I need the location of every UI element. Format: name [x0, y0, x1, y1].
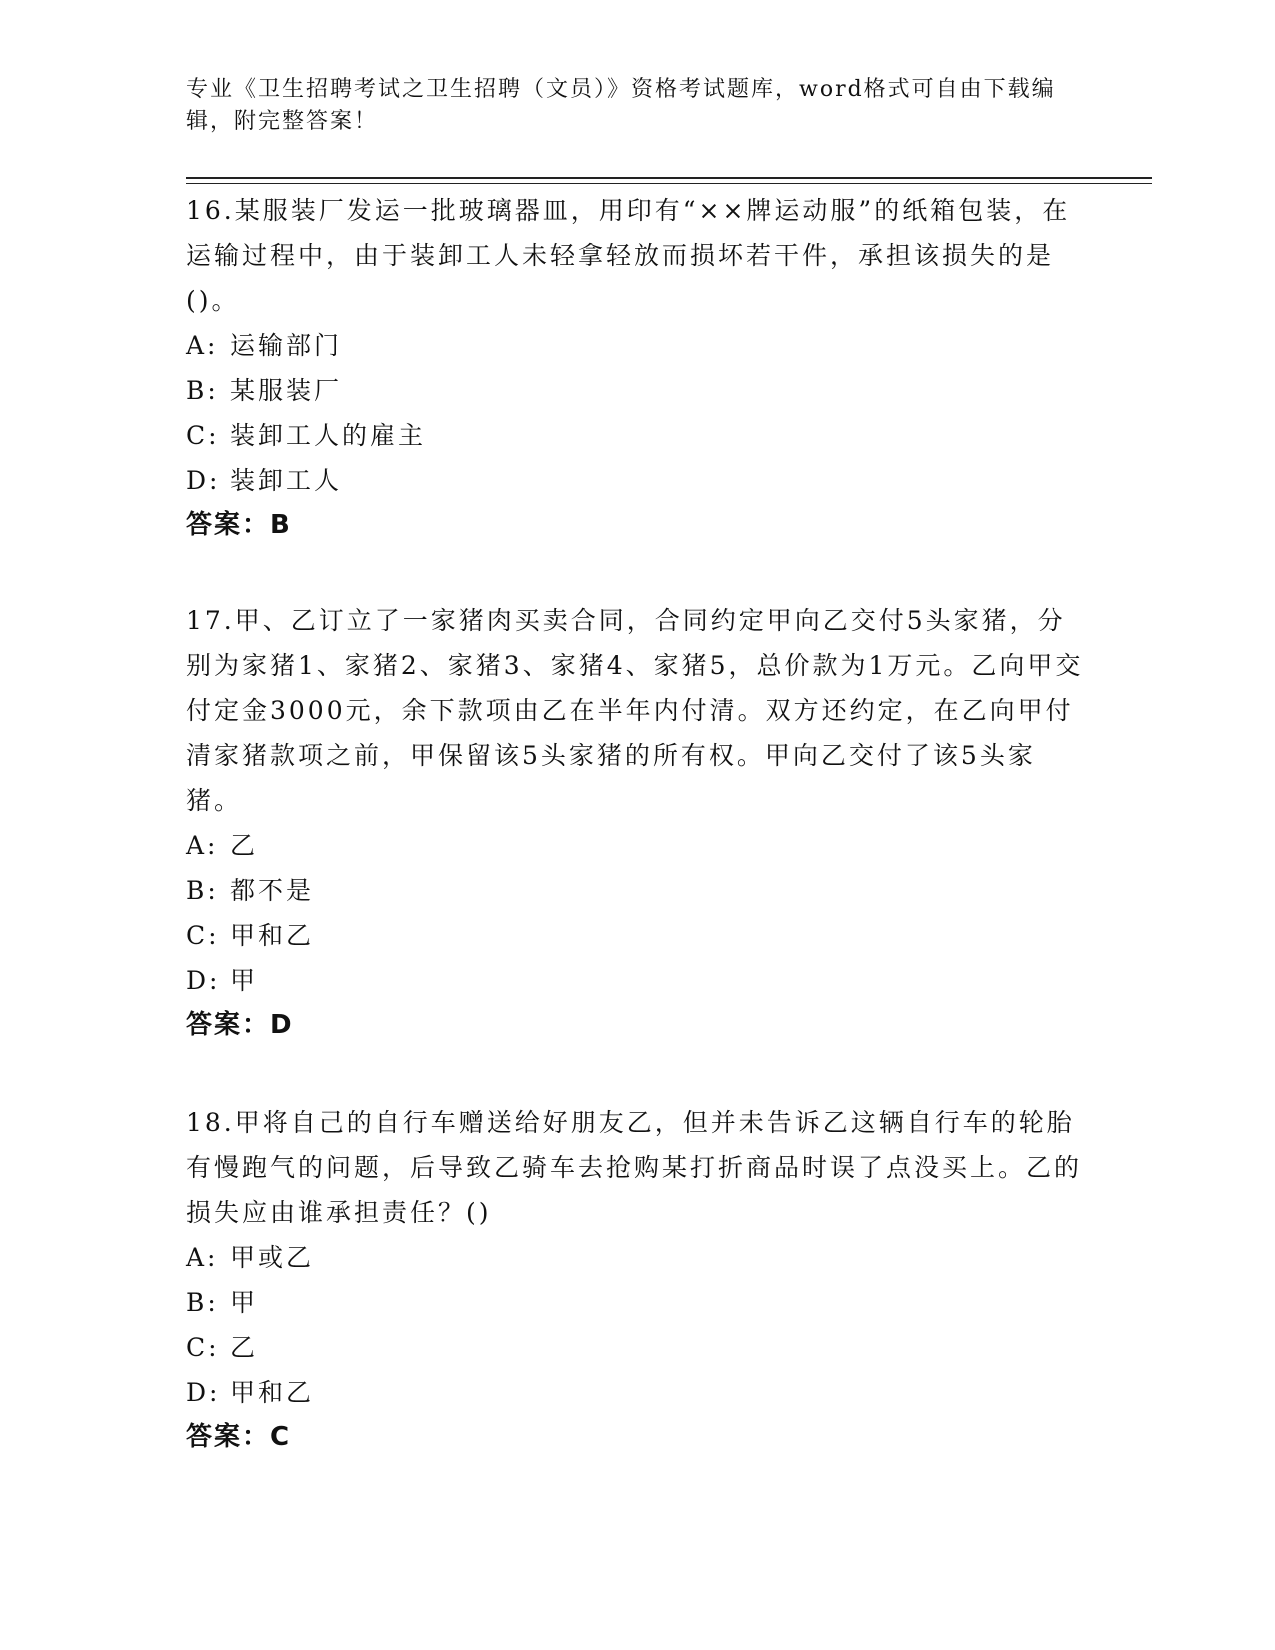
- option-b: [186, 368, 1086, 413]
- option-letter: B:: [186, 376, 219, 405]
- option-d: [186, 1370, 1086, 1415]
- option-c: [186, 413, 1086, 458]
- option-b: [186, 1280, 1086, 1325]
- option-d: [186, 958, 1086, 1003]
- option-text: 甲: [230, 1288, 259, 1317]
- document-header: [186, 74, 1066, 138]
- option-c: [186, 1325, 1086, 1370]
- option-b: [186, 868, 1086, 913]
- option-letter: B:: [186, 876, 219, 905]
- answer-line: 答案：C: [186, 1422, 292, 1452]
- option-d: [186, 458, 1086, 503]
- question-17: [186, 598, 1086, 1048]
- option-letter: A:: [186, 1243, 219, 1272]
- answer-line: 答案：B: [186, 510, 292, 540]
- header-text: 专业《卫生招聘考试之卫生招聘（文员）》资格考试题库，word格式可自由下载编辑，附完整答案！: [186, 77, 1056, 134]
- option-letter: D:: [186, 1378, 221, 1407]
- option-text: 装卸工人的雇主: [230, 421, 427, 450]
- question-16: [186, 188, 1086, 548]
- option-letter: D:: [186, 466, 221, 495]
- option-text: 甲和乙: [230, 1378, 315, 1407]
- option-letter: C:: [186, 1333, 220, 1362]
- header-divider-thin: [186, 183, 1152, 184]
- option-text: 装卸工人: [230, 466, 343, 495]
- option-letter: B:: [186, 1288, 219, 1317]
- option-letter: C:: [186, 421, 220, 450]
- option-text: 甲: [230, 966, 259, 995]
- option-text: 乙: [230, 831, 259, 860]
- option-text: 运输部门: [230, 331, 343, 360]
- question-stem: 18.甲将自己的自行车赠送给好朋友乙，但并未告诉乙这辆自行车的轮胎有慢跑气的问题，后导致乙骑车去抢购某打折商品时误了点没买上。乙的损失应由谁承担责任？(): [186, 1108, 1083, 1227]
- question-stem: 16.某服装厂发运一批玻璃器皿，用印有“××牌运动服”的纸箱包装，在运输过程中，由于装卸工人未轻拿轻放而损坏若干件，承担该损失的是()。: [186, 196, 1071, 315]
- option-text: 乙: [230, 1333, 259, 1362]
- option-letter: A:: [186, 831, 219, 860]
- header-divider-thick: [186, 177, 1152, 179]
- option-a: [186, 1235, 1086, 1280]
- answer-line: 答案：D: [186, 1010, 294, 1040]
- option-text: 某服装厂: [230, 376, 343, 405]
- question-18: [186, 1100, 1086, 1460]
- option-text: 都不是: [230, 876, 315, 905]
- option-c: [186, 913, 1086, 958]
- option-letter: A:: [186, 331, 219, 360]
- option-letter: D:: [186, 966, 221, 995]
- question-stem: 17.甲、乙订立了一家猪肉买卖合同，合同约定甲向乙交付5头家猪，分别为家猪1、家猪2、家猪3、家猪4、家猪5，总价款为1万元。乙向甲交付定金3000元，余下款项由乙在半年内付清。双方还约定，在乙向甲付清家猪款项之前，甲保留该5头家猪的所有权。甲向乙交付了该5头家猪。: [186, 606, 1084, 815]
- option-letter: C:: [186, 921, 220, 950]
- option-a: [186, 823, 1086, 868]
- option-text: 甲或乙: [230, 1243, 315, 1272]
- option-a: [186, 323, 1086, 368]
- option-text: 甲和乙: [230, 921, 315, 950]
